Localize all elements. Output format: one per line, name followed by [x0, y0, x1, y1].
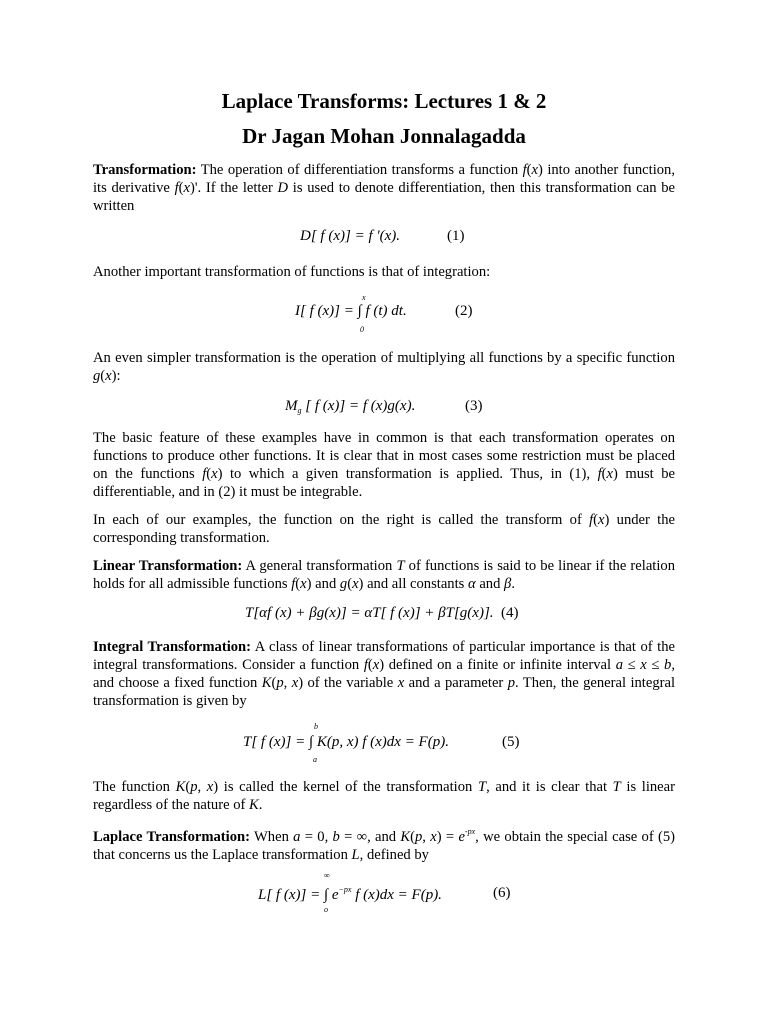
equation-5 — [0, 724, 768, 764]
author-name: Dr Jagan Mohan Jonnalagadda — [242, 124, 526, 148]
integral-transformation-heading: Integral Transformation: — [93, 639, 252, 655]
linear-transformation-heading: Linear Transformation: — [93, 558, 243, 574]
transformation-heading: Transformation: — [93, 162, 197, 178]
equation-3-expression: $M_g$ [ f (x)] = f (x)g(x). — [285, 398, 416, 415]
equation-2 — [0, 295, 768, 335]
equation-5-lower-limit: a — [313, 755, 317, 764]
equation-6-expression: L[ f (x)] = ∫ $e^{-px}$ f (x)dx = F(p). — [258, 885, 442, 903]
equation-1 — [0, 228, 768, 268]
integration-paragraph: Another important transformation of functions is that of integration: — [93, 264, 491, 280]
equation-3-number: (3) — [465, 398, 483, 414]
equation-2-upper-limit: x — [362, 293, 366, 302]
equation-1-number: (1) — [447, 228, 465, 244]
basic-feature-paragraph: The basic feature of these examples have in common is that each transformation operates on functions to produce other functions. It is clear that in most cases some restriction must be placed on the functions f(x) to which a given transformation is applied. Thus, in (1), f(x) must be differentiable, and in (2) it must be integrable. — [93, 430, 675, 500]
equation-6-number: (6) — [493, 885, 511, 901]
linear-transformation-paragraph: Linear Transformation: A general transformation T of functions is said to be linear if the relation holds for all admissible functions f(x) and g(x) and all constants α and β. — [93, 558, 675, 592]
equation-4-expression: T[αf (x) + βg(x)] = αT[ f (x)] + βT[g(x)]. — [245, 605, 494, 621]
document-title: Laplace Transforms: Lectures 1 & 2 — [221, 89, 547, 113]
equation-5-expression: T[ f (x)] = ∫ K(p, x) f (x)dx = F(p). — [243, 734, 449, 750]
equation-2-expression: I[ f (x)] = ∫ f (t) dt. — [295, 303, 407, 319]
laplace-transformation-heading: Laplace Transformation: — [93, 829, 250, 845]
laplace-transformation-paragraph: Laplace Transformation: When a = 0, b = ∞, and K(p, $x) = e^{-px}$, we obtain the special case of (5) that concerns us the Laplace transformation L, defined by — [93, 827, 675, 863]
equation-5-number: (5) — [502, 734, 520, 750]
kernel-paragraph: The function K(p, x) is called the kernel of the transformation T, and it is clear that T is linear regardless of the nature of K. — [93, 779, 675, 813]
transformation-paragraph: Transformation: The operation of differentiation transforms a function f(x) into another function, its derivative f(x)'. If the letter D is used to denote differentiation, then this transformation can be written — [93, 162, 675, 214]
equation-4-number: (4) — [501, 605, 519, 621]
equation-5-upper-limit: b — [314, 722, 318, 731]
equation-6-lower-limit: o — [324, 905, 328, 914]
equation-1-expression: D[ f (x)] = f ′(x). — [300, 228, 401, 244]
examples-paragraph: In each of our examples, the function on the right is called the transform of f(x) under the corresponding transformation. — [93, 512, 675, 546]
equation-6 — [0, 872, 768, 912]
equation-2-lower-limit: 0 — [360, 325, 364, 334]
multiplication-paragraph: An even simpler transformation is the operation of multiplying all functions by a specific function g(x): — [93, 350, 675, 384]
integral-transformation-paragraph: Integral Transformation: A class of linear transformations of particular importance is that of the integral transformations. Consider a function f(x) defined on a finite or infinite interval a ≤ x ≤ b, and choose a fixed function K(p, x) of the variable x and a parameter p. Then, the general integral transformation is given by — [93, 639, 676, 709]
equation-2-number: (2) — [455, 303, 473, 319]
equation-6-upper-limit: ∞ — [324, 871, 330, 880]
